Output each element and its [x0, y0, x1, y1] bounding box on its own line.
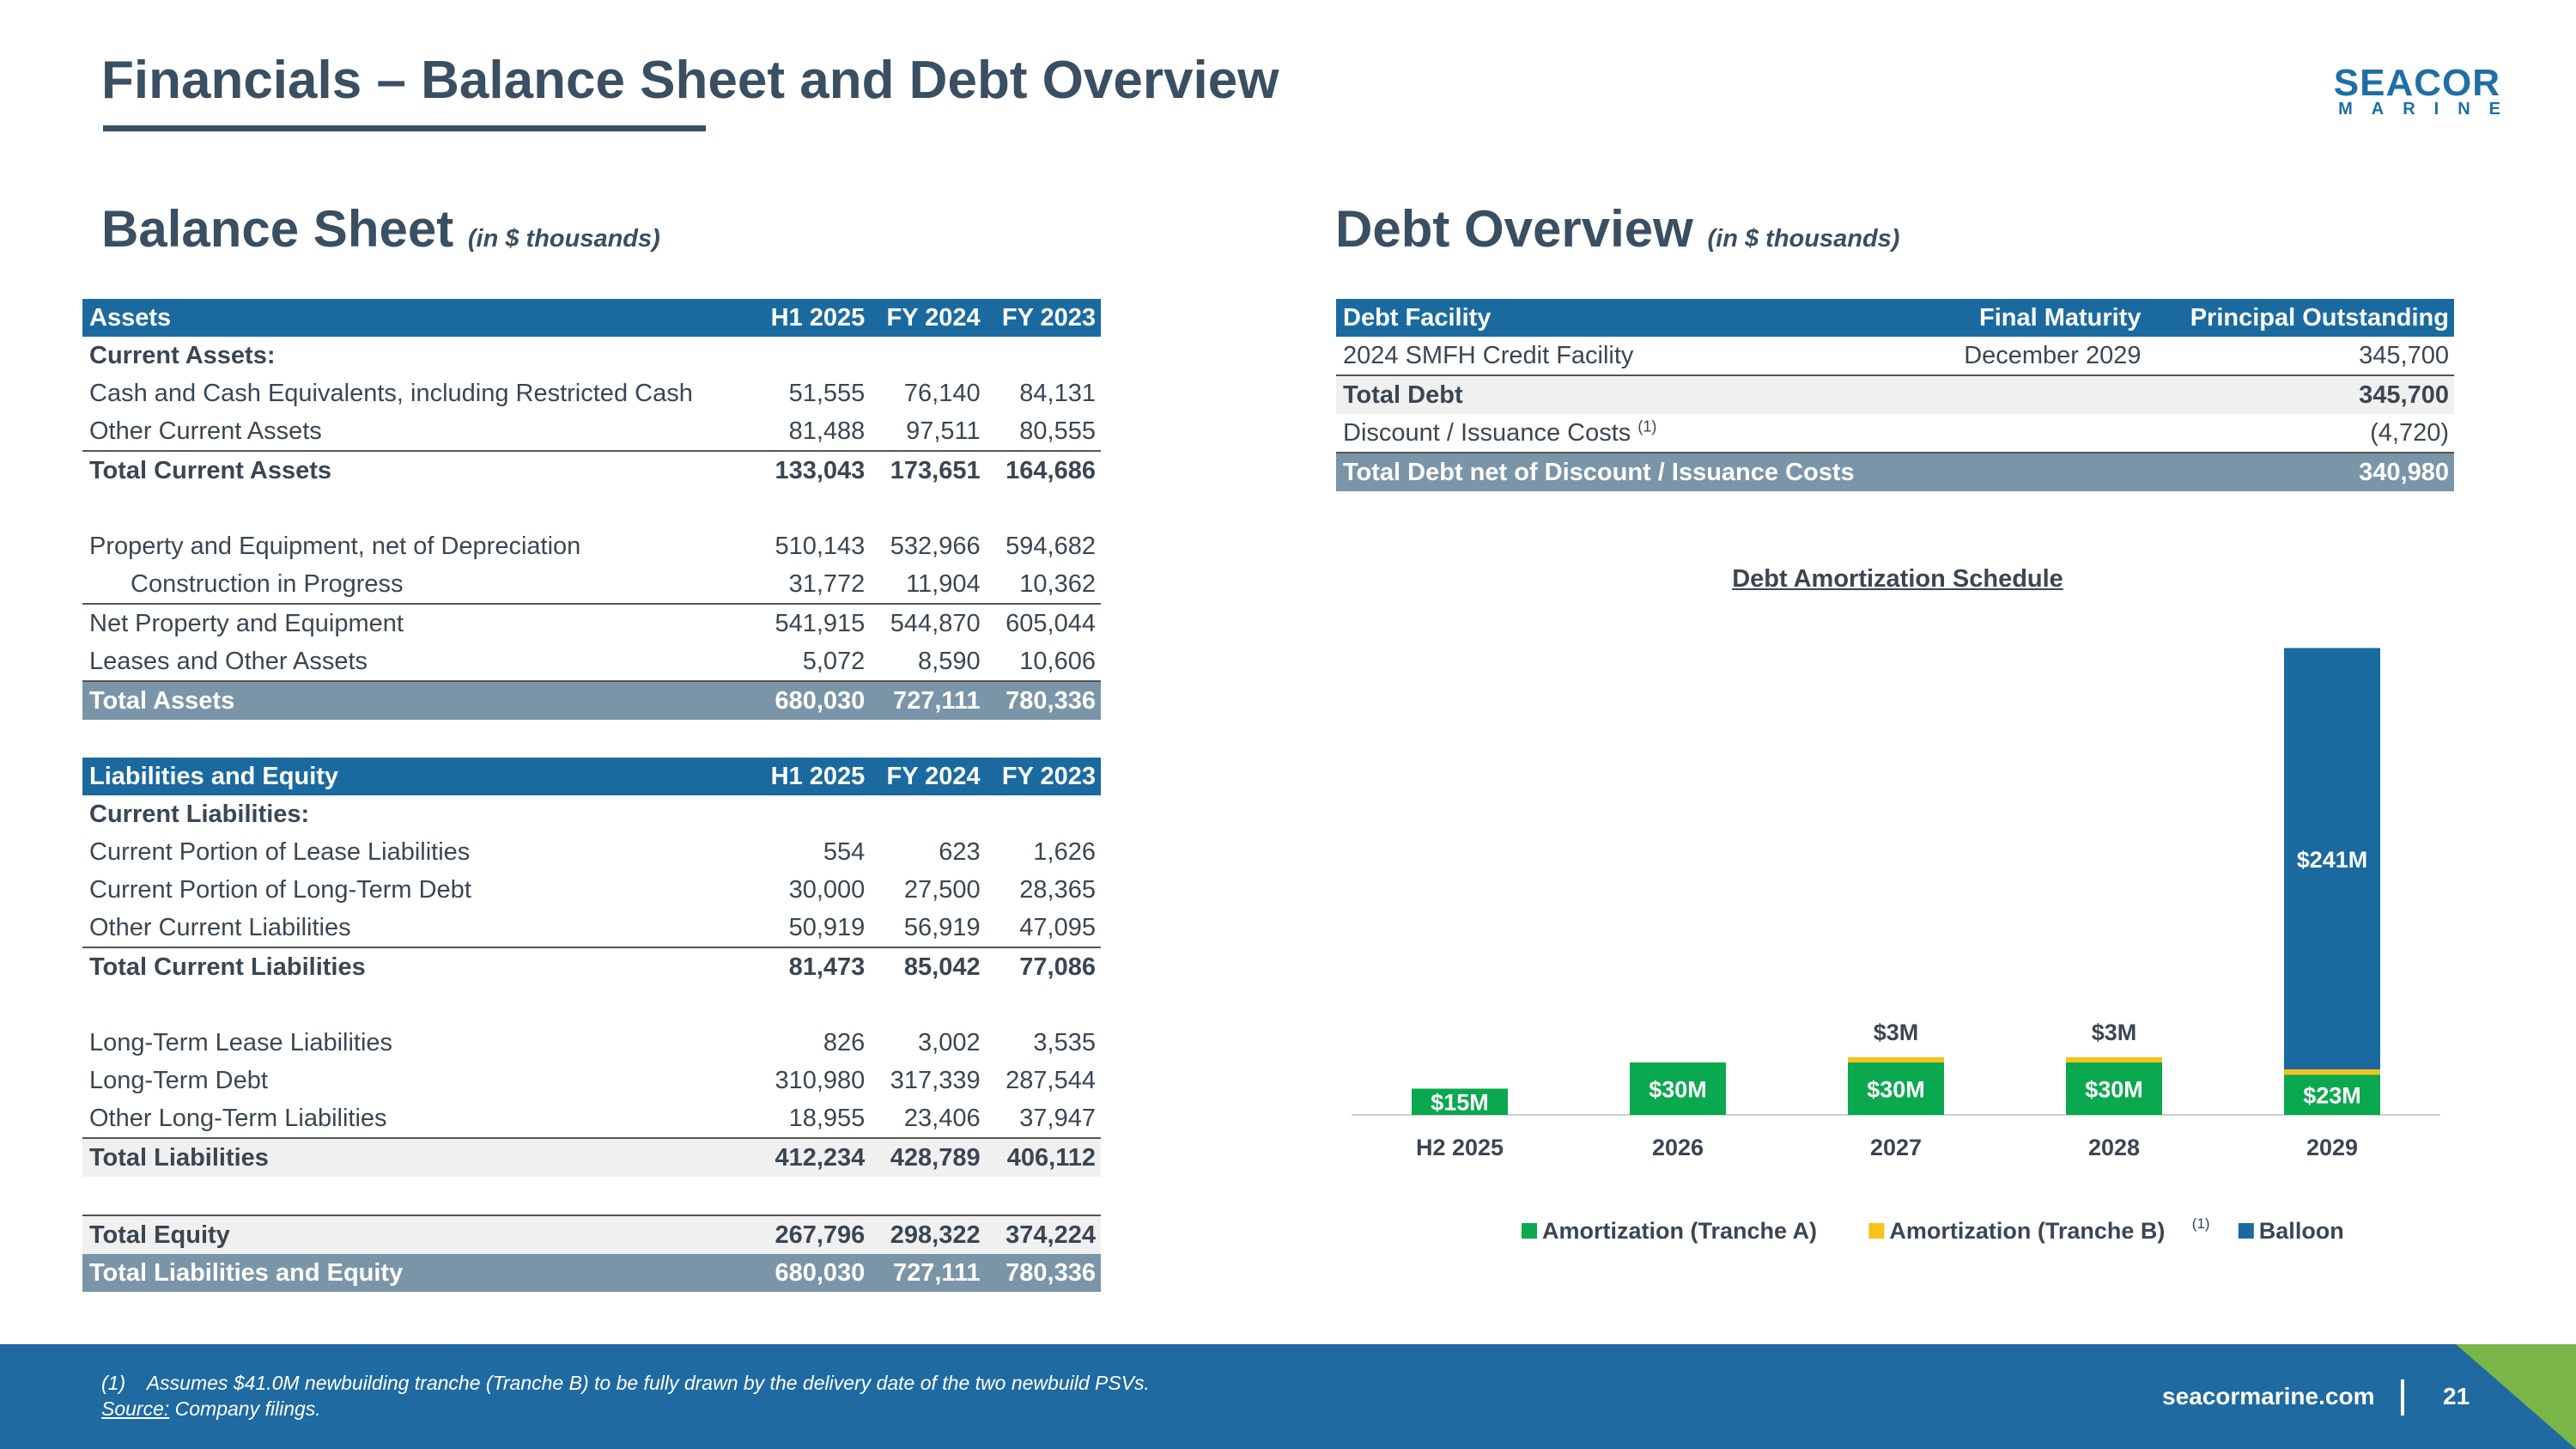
cell: 345,700 — [2147, 375, 2454, 414]
bar-amortization-tranche-b--2028 — [2066, 1057, 2162, 1062]
assets-header-row — [82, 299, 1101, 337]
cell: 1,626 — [1033, 838, 1096, 866]
maturity-cell: December 2029 — [1931, 337, 2146, 375]
balance-sheet-title — [101, 199, 660, 259]
row-label: Leases and Other Assets — [82, 642, 754, 681]
row-label: Other Long-Term Liabilities — [82, 1099, 754, 1138]
section-label: Current Liabilities: — [89, 801, 310, 828]
cell: 56,919 — [870, 909, 985, 947]
cell: 287,544 — [1005, 1067, 1096, 1094]
legend-label: Amortization (Tranche B) — [1889, 1218, 2166, 1244]
cell: 826 — [823, 1029, 866, 1056]
x-tick-label: 2026 — [1651, 1135, 1704, 1160]
source-label: Source: — [101, 1397, 170, 1420]
cell: 5,072 — [754, 642, 870, 681]
row-label: Total Liabilities — [82, 1138, 754, 1177]
row-label: Total Liabilities and Equity — [82, 1254, 754, 1292]
table-row — [82, 1099, 1101, 1138]
legend-footnote: (1) — [2191, 1215, 2210, 1232]
logo-wordmark: SEACOR — [2333, 62, 2500, 104]
cell: 310,980 — [775, 1067, 866, 1094]
legend-swatch — [1868, 1223, 1884, 1239]
footnote-text: Assumes $41.0M newbuilding tranche (Tranche B) to be fully drawn by the delivery date of the two newbuild PSVs. — [146, 1372, 1150, 1394]
row-label: Current Portion of Long-Term Debt — [89, 876, 471, 904]
cell: 680,030 — [754, 1254, 870, 1292]
header-cell: Principal Outstanding — [2147, 299, 2454, 337]
cell: 37,947 — [986, 1099, 1101, 1138]
cell: 28,365 — [1019, 876, 1096, 904]
maturity-cell — [1931, 375, 2146, 414]
cell: 623 — [939, 838, 981, 866]
row-label: Total Equity — [82, 1215, 754, 1254]
cell: 428,789 — [870, 1138, 985, 1177]
debt-overview-heading: Debt Overview — [1335, 200, 1693, 258]
header-cell: FY 2023 — [986, 299, 1101, 337]
data-label: $241M — [2296, 846, 2368, 873]
header-cell: Liabilities and Equity — [82, 758, 754, 795]
footnote — [101, 1370, 1150, 1422]
row-label: Net Property and Equipment — [89, 610, 404, 637]
cell: 31,772 — [754, 565, 870, 604]
header-cell: H1 2025 — [754, 299, 870, 337]
subtotal-row — [82, 1138, 1101, 1177]
cell: 727,111 — [870, 681, 985, 720]
cell: 541,915 — [775, 610, 866, 637]
row-label: Total Assets — [82, 681, 754, 720]
cell: 51,555 — [788, 380, 866, 407]
footer-separator — [2401, 1379, 2404, 1416]
legend-label: Amortization (Tranche A) — [1542, 1218, 1818, 1244]
maturity-cell — [1931, 453, 2146, 491]
title-underline — [103, 125, 706, 131]
data-label: $23M — [2303, 1082, 2361, 1109]
x-tick-label: 2029 — [2306, 1135, 2359, 1160]
cell: 23,406 — [870, 1099, 985, 1138]
cell: 267,796 — [754, 1215, 870, 1254]
cell: 97,511 — [870, 412, 985, 451]
cell: 80,555 — [986, 412, 1101, 451]
seacor-logo — [2329, 62, 2519, 119]
cell: 173,651 — [890, 457, 981, 484]
cell: 605,044 — [1005, 610, 1096, 637]
header-cell: Assets — [82, 299, 754, 337]
spacer-row — [82, 1177, 1101, 1215]
cell: 164,686 — [1005, 457, 1096, 484]
bar-amortization-tranche-b--2027 — [1848, 1057, 1944, 1062]
page-title: Financials – Balance Sheet and Debt Overview — [101, 51, 1279, 110]
subtotal-row — [82, 947, 1101, 986]
legend-swatch — [2239, 1223, 2254, 1239]
table-row — [82, 642, 1101, 681]
data-label: $30M — [1649, 1076, 1707, 1103]
table-row — [82, 604, 1101, 642]
data-label: $3M — [2091, 1019, 2137, 1045]
debt-overview-title — [1335, 199, 1899, 259]
debt-amortization-chart — [1340, 558, 2456, 1271]
cell: 680,030 — [754, 681, 870, 720]
header-cell: Debt Facility — [1336, 299, 1931, 337]
section-label: Current Assets: — [89, 342, 276, 369]
row-label: Construction in Progress — [82, 565, 754, 604]
spacer-row — [82, 490, 1101, 527]
row-label: Total Current Liabilities — [89, 953, 366, 981]
row-label: Other Current Liabilities — [82, 909, 754, 947]
row-label: Other Current Assets — [82, 412, 754, 451]
total-row — [1336, 453, 2454, 491]
table-row — [1336, 414, 2454, 453]
table-row — [82, 909, 1101, 947]
cell: 544,870 — [890, 610, 981, 637]
cell: 10,362 — [986, 565, 1101, 604]
cell: (4,720) — [2147, 414, 2454, 453]
balance-sheet-table — [82, 299, 1101, 1292]
table-row — [82, 565, 1101, 604]
row-label-wrap — [1336, 414, 1931, 453]
cell: 412,234 — [754, 1138, 870, 1177]
cell: 8,590 — [870, 642, 985, 681]
cell: 345,700 — [2147, 337, 2454, 375]
header-cell: H1 2025 — [754, 758, 870, 795]
debt-overview-units: (in $ thousands) — [1707, 225, 1900, 253]
cell: 727,111 — [870, 1254, 985, 1292]
cell: 133,043 — [775, 457, 866, 484]
table-row — [82, 871, 1101, 909]
cell: 3,535 — [1033, 1029, 1096, 1056]
data-label: $15M — [1431, 1089, 1489, 1116]
cell: 50,919 — [754, 909, 870, 947]
cell: 11,904 — [870, 565, 985, 604]
source-line — [101, 1396, 1150, 1422]
legend-label: Balloon — [2258, 1218, 2344, 1244]
spacer-row — [82, 720, 1101, 758]
cell: 27,500 — [903, 876, 981, 904]
footer-url-link[interactable]: seacormarine.com — [2162, 1383, 2375, 1409]
bar-amortization-tranche-b--2029 — [2284, 1069, 2380, 1075]
row-label: Total Current Assets — [89, 457, 331, 484]
cell: 47,095 — [986, 909, 1101, 947]
cell: 780,336 — [986, 681, 1101, 720]
header-cell: FY 2024 — [870, 299, 985, 337]
logo-subtitle: MARINE — [2338, 100, 2519, 119]
cell: 554 — [823, 838, 866, 866]
legend-swatch — [1522, 1223, 1537, 1239]
data-label: $30M — [2085, 1076, 2143, 1103]
cell: 81,488 — [754, 412, 870, 451]
subtotal-row — [82, 1215, 1101, 1254]
cell: 10,606 — [986, 642, 1101, 681]
cell: 406,112 — [986, 1138, 1101, 1177]
cell: 594,682 — [1005, 533, 1096, 560]
header-cell: Final Maturity — [1931, 299, 2146, 337]
data-label: $3M — [1873, 1019, 1919, 1045]
footer-accent — [2456, 1344, 2576, 1449]
cell: 76,140 — [903, 380, 981, 407]
header-cell: FY 2023 — [986, 758, 1101, 795]
footnote-marker: (1) — [1637, 417, 1657, 435]
table-row — [82, 833, 1101, 871]
table-row — [1336, 337, 2454, 375]
cell: 84,131 — [1019, 380, 1096, 407]
row-label: 2024 SMFH Credit Facility — [1336, 337, 1931, 375]
cell: 30,000 — [788, 876, 866, 904]
debt-overview-table — [1336, 299, 2454, 491]
debt-header-row — [1336, 299, 2454, 337]
table-row — [82, 1024, 1101, 1062]
row-label: Long-Term Debt — [89, 1067, 268, 1094]
cell: 3,002 — [918, 1029, 981, 1056]
cell: 18,955 — [754, 1099, 870, 1138]
cell: 532,966 — [890, 533, 981, 560]
table-row — [82, 412, 1101, 451]
section-label-row — [82, 337, 1101, 374]
table-row — [82, 527, 1101, 565]
cell: 510,143 — [775, 533, 866, 560]
cell: 81,473 — [788, 953, 866, 981]
total-row — [82, 681, 1101, 720]
footnote-line — [101, 1370, 1150, 1396]
maturity-cell — [1931, 414, 2146, 453]
chart-title: Debt Amortization Schedule — [1732, 565, 2063, 593]
total-row — [82, 1254, 1101, 1292]
x-tick-label: 2027 — [1869, 1135, 1923, 1160]
balance-sheet-heading: Balance Sheet — [101, 200, 454, 258]
cell: 374,224 — [986, 1215, 1101, 1254]
table-row — [82, 1062, 1101, 1099]
row-label: Long-Term Lease Liabilities — [89, 1029, 393, 1056]
row-label: Property and Equipment, net of Depreciation — [89, 533, 581, 560]
row-label: Current Portion of Lease Liabilities — [89, 838, 471, 866]
row-label: Total Debt — [1336, 375, 1931, 414]
source-text: Company filings. — [174, 1397, 321, 1420]
cell: 340,980 — [2147, 453, 2454, 491]
section-label-row — [82, 795, 1101, 833]
balance-sheet-units: (in $ thousands) — [467, 225, 660, 253]
data-label: $30M — [1867, 1076, 1925, 1103]
subtotal-row — [1336, 375, 2454, 414]
cell: 298,322 — [870, 1215, 985, 1254]
cell: 77,086 — [1019, 953, 1096, 981]
cell: 85,042 — [903, 953, 981, 981]
header-cell: FY 2024 — [870, 758, 985, 795]
table-row — [82, 374, 1101, 412]
subtotal-row — [82, 451, 1101, 490]
footnote-marker: (1) — [101, 1372, 126, 1394]
x-tick-label: H2 2025 — [1415, 1135, 1504, 1160]
row-label: Total Debt net of Discount / Issuance Costs — [1336, 453, 1931, 491]
x-tick-label: 2028 — [2087, 1135, 2141, 1160]
page-number: 21 — [2443, 1383, 2470, 1409]
cell: 780,336 — [986, 1254, 1101, 1292]
row-label: Cash and Cash Equivalents, including Restricted Cash — [89, 380, 693, 407]
row-label: Discount / Issuance Costs — [1343, 419, 1631, 447]
liabilities-header-row — [82, 758, 1101, 795]
spacer-row — [82, 986, 1101, 1024]
cell: 317,339 — [890, 1067, 981, 1094]
